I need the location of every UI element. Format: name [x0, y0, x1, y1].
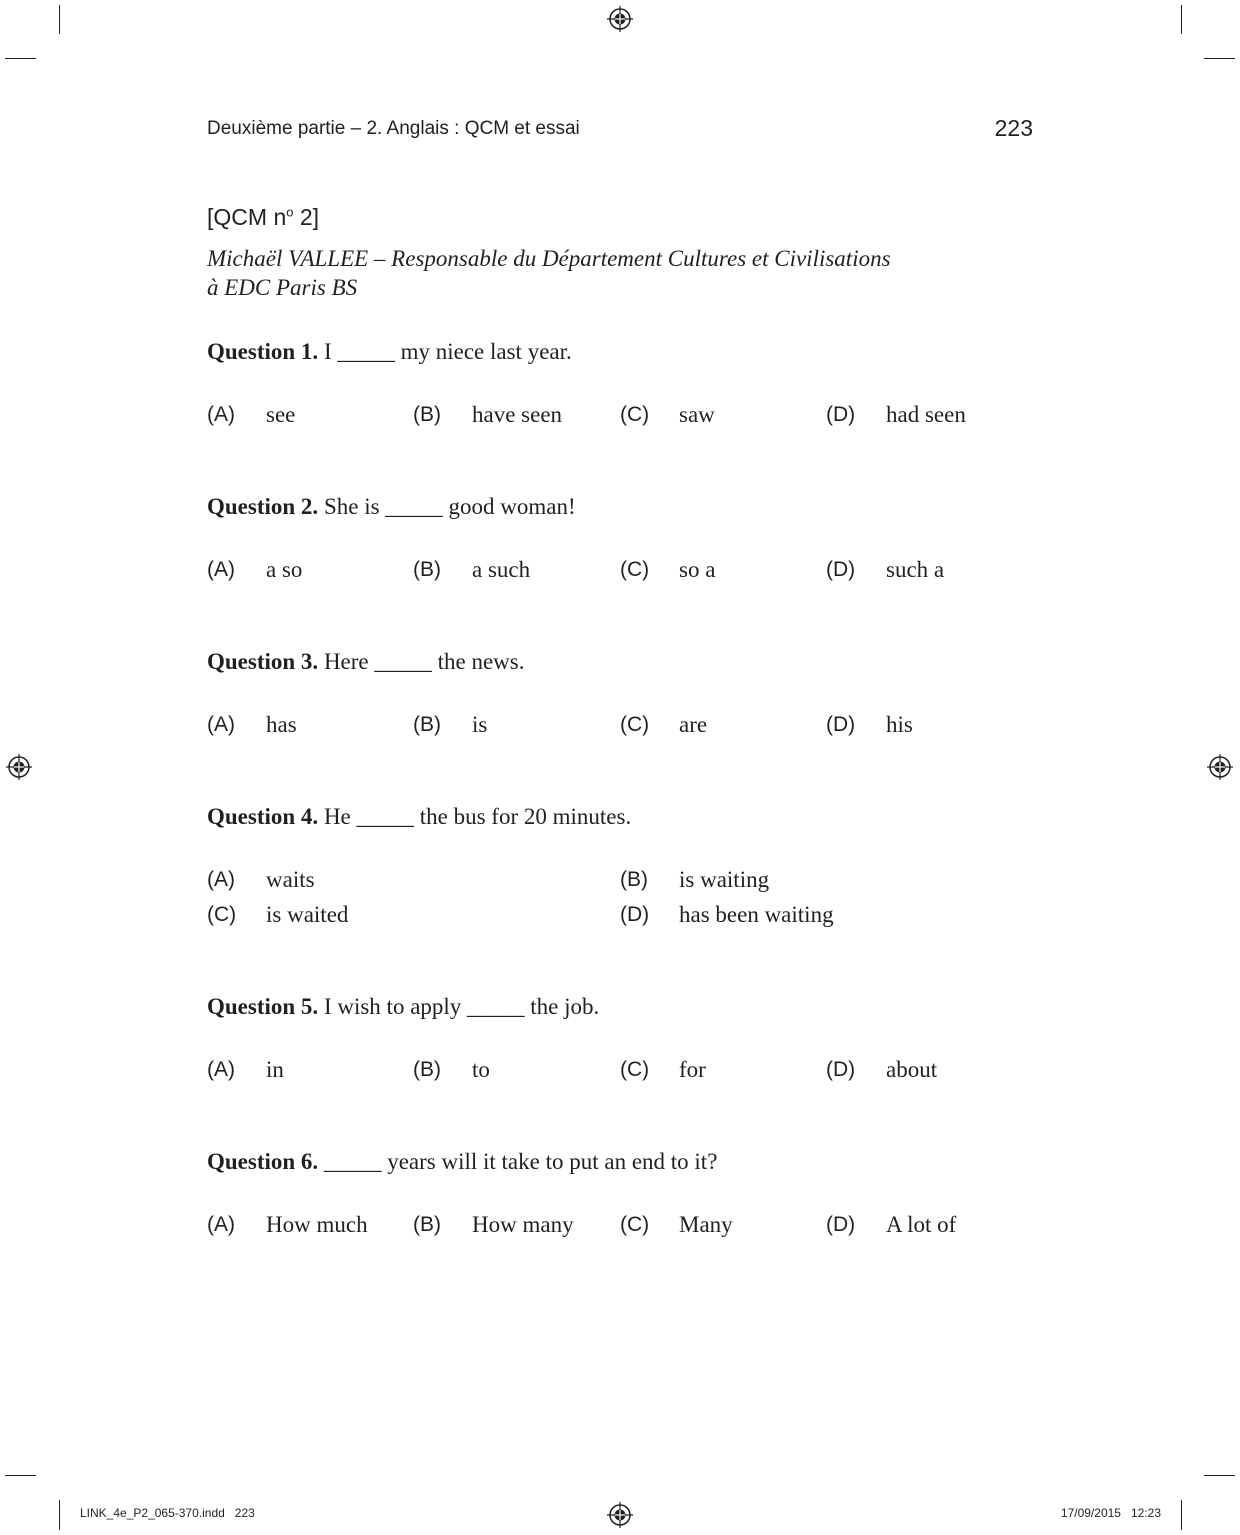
question-text: He _____ the bus for 20 minutes. — [318, 804, 632, 829]
question-text: _____ years will it take to put an end to it? — [318, 1149, 718, 1174]
option-text: Many — [679, 1212, 733, 1237]
option-text: is — [472, 712, 488, 737]
registration-mark-icon — [1207, 754, 1233, 780]
option-text: How much — [266, 1212, 368, 1237]
option-letter: (C) — [620, 1058, 650, 1081]
option-text: such a — [886, 557, 945, 582]
crop-mark — [5, 1475, 36, 1476]
option-text: so a — [679, 557, 716, 582]
page-number: 223 — [994, 115, 1033, 141]
question-1 — [207, 339, 572, 365]
question-5 — [207, 994, 599, 1020]
question-label: Question 6. — [207, 1149, 319, 1174]
question-label: Question 2. — [207, 494, 319, 519]
option-letter: (C) — [207, 903, 237, 926]
question-2 — [207, 494, 576, 520]
qcm-label-end: 2] — [293, 204, 320, 230]
option-text: is waiting — [679, 867, 770, 892]
option-letter: (D) — [826, 558, 856, 581]
option-letter: (C) — [620, 1213, 650, 1236]
author-credit — [207, 244, 891, 302]
qcm-label — [207, 204, 319, 231]
option-letter: (D) — [620, 903, 650, 926]
question-label: Question 1. — [207, 339, 319, 364]
option-text: are — [679, 712, 708, 737]
option-letter: (D) — [826, 1058, 856, 1081]
option-letter: (C) — [620, 713, 650, 736]
option-text: in — [266, 1057, 284, 1082]
option-text: How many — [472, 1212, 574, 1237]
registration-mark-icon — [607, 6, 633, 32]
option-text: is waited — [266, 902, 349, 927]
author-line: Michaël VALLEE – Responsable du Département Cultures et Civilisations — [207, 246, 891, 271]
option-letter: (A) — [207, 1058, 235, 1081]
crop-mark — [59, 5, 60, 34]
option-text: to — [472, 1057, 490, 1082]
crop-mark — [1204, 1475, 1235, 1476]
option-letter: (B) — [413, 1058, 441, 1081]
option-text: a such — [472, 557, 531, 582]
option-letter: (C) — [620, 558, 650, 581]
option-letter: (D) — [826, 713, 856, 736]
registration-mark-icon — [6, 754, 32, 780]
option-text: have seen — [472, 402, 563, 427]
option-text: his — [886, 712, 913, 737]
slug-file-name: LINK_4e_P2_065-370.indd 223 — [80, 1506, 255, 1520]
option-text: A lot of — [886, 1212, 957, 1237]
option-text: a so — [266, 557, 303, 582]
option-text: see — [266, 402, 296, 427]
option-text: had seen — [886, 402, 966, 427]
slug-date-time: 17/09/2015 12:23 — [1060, 1506, 1161, 1520]
option-text: for — [679, 1057, 706, 1082]
option-letter: (A) — [207, 713, 235, 736]
crop-mark — [5, 58, 36, 59]
crop-mark — [1181, 1500, 1182, 1530]
option-letter: (A) — [207, 868, 235, 891]
author-line: à EDC Paris BS — [207, 275, 358, 300]
option-letter: (A) — [207, 403, 235, 426]
option-letter: (B) — [413, 558, 441, 581]
question-label: Question 3. — [207, 649, 319, 674]
qcm-label-sup: o — [286, 204, 294, 220]
option-text: waits — [266, 867, 315, 892]
question-label: Question 4. — [207, 804, 319, 829]
question-text: I wish to apply _____ the job. — [318, 994, 600, 1019]
option-letter: (A) — [207, 558, 235, 581]
question-text: I _____ my niece last year. — [318, 339, 572, 364]
option-letter: (D) — [826, 1213, 856, 1236]
option-letter: (B) — [413, 713, 441, 736]
crop-mark — [59, 1500, 60, 1530]
qcm-label-main: [QCM n — [207, 204, 287, 230]
question-text: She is _____ good woman! — [318, 494, 576, 519]
option-letter: (B) — [413, 403, 441, 426]
option-text: has been waiting — [679, 902, 834, 927]
question-3 — [207, 649, 525, 675]
option-letter: (D) — [826, 403, 856, 426]
question-text: Here _____ the news. — [318, 649, 525, 674]
option-letter: (A) — [207, 1213, 235, 1236]
crop-mark — [1204, 58, 1235, 59]
question-4 — [207, 804, 631, 830]
question-6 — [207, 1149, 717, 1175]
option-text: about — [886, 1057, 938, 1082]
option-text: saw — [679, 402, 715, 427]
option-letter: (C) — [620, 403, 650, 426]
option-letter: (B) — [620, 868, 648, 891]
question-label: Question 5. — [207, 994, 319, 1019]
option-letter: (B) — [413, 1213, 441, 1236]
crop-mark — [1181, 5, 1182, 34]
option-text: has — [266, 712, 297, 737]
running-head: Deuxième partie – 2. Anglais : QCM et essai — [207, 118, 580, 139]
registration-mark-icon — [607, 1502, 633, 1528]
